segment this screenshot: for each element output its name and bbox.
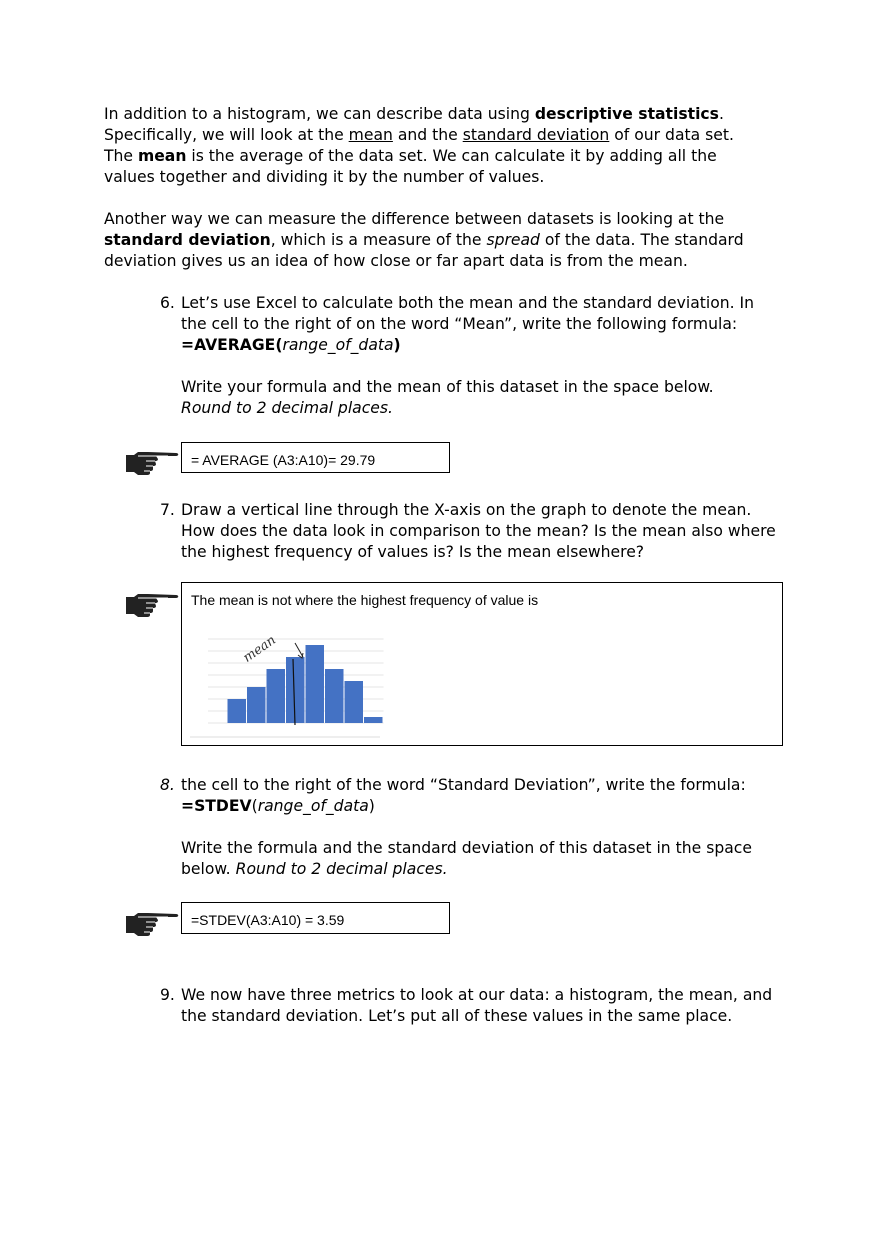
text: The — [104, 147, 138, 165]
list-item-8 — [160, 775, 780, 880]
pointing-hand-icon — [124, 908, 180, 938]
handwritten-mean-label: mean — [240, 632, 279, 666]
instruction: Round to 2 decimal places. — [235, 860, 448, 878]
underlined-term: mean — [348, 126, 393, 144]
underlined-term: standard deviation — [462, 126, 610, 144]
text: is the average of the data set. We can calculate it by adding all the values together and dividing it by the number of values. — [104, 147, 717, 186]
list-item-7 — [160, 500, 780, 563]
list-item-9 — [160, 985, 780, 1027]
text: the cell to the right of the word “Standard Deviation”, write the formula: — [181, 776, 746, 794]
histogram-bar — [247, 687, 266, 723]
pointing-hand-icon — [124, 447, 180, 477]
text: Another way we can measure the difference between datasets is looking at the — [104, 210, 725, 228]
item-number: 6. — [160, 294, 175, 312]
list-item-6 — [160, 293, 780, 419]
text: We now have three metrics to look at our data: a histogram, the mean, and the standard deviation. Let’s put all of these values in the same place. — [181, 986, 773, 1025]
answer-text: The mean is not where the highest frequency of value is — [191, 592, 539, 608]
intro-paragraph-2 — [104, 209, 764, 272]
histogram-bar — [325, 669, 344, 723]
instruction: Round to 2 decimal places. — [181, 399, 393, 417]
text: . — [718, 105, 724, 123]
formula-arg: range_of_data — [257, 797, 369, 815]
formula: ) — [393, 336, 401, 354]
histogram-bar — [228, 699, 247, 723]
histogram-bar — [267, 669, 286, 723]
text: , which is a measure of the — [270, 231, 487, 249]
answer-box-stdev[interactable] — [181, 902, 450, 934]
bold-term: standard deviation — [104, 231, 271, 249]
item-number: 7. — [160, 501, 175, 519]
formula: =STDEV — [181, 797, 252, 815]
formula: ( — [251, 797, 258, 815]
histogram-bar — [286, 657, 305, 723]
italic-term: spread — [486, 231, 540, 249]
histogram-image — [190, 623, 385, 741]
formula: =AVERAGE( — [181, 336, 283, 354]
bold-term: descriptive statistics — [534, 105, 719, 123]
item-number: 8. — [160, 776, 175, 794]
intro-paragraph-1 — [104, 104, 764, 188]
answer-box-mean-comparison[interactable] — [181, 582, 783, 746]
text: Let’s use Excel to calculate both the mean and the standard deviation. In the cell to the right of on the word “Mean”, write the following formula: — [181, 294, 755, 333]
text: Write the formula and the standard deviation of this dataset in the space below. — [181, 839, 752, 878]
item-number: 9. — [160, 986, 175, 1004]
pointing-hand-icon — [124, 589, 180, 619]
text: In addition to a histogram, we can describe data using — [104, 105, 535, 123]
bold-term: mean — [137, 147, 187, 165]
text: of our data set. — [609, 126, 734, 144]
histogram-bar — [364, 717, 383, 723]
text: of the data. The standard deviation gives us an idea of how close or far apart data is from the mean. — [104, 231, 744, 270]
text: Draw a vertical line through the X-axis on the graph to denote the mean. How does the data look in comparison to the mean? Is the mean also where the highest frequency of values is? Is the mean elsewhere? — [181, 501, 776, 561]
formula-arg: range_of_data — [282, 336, 394, 354]
text: and the — [392, 126, 463, 144]
histogram-bar — [306, 645, 325, 723]
histogram-bar — [345, 681, 364, 723]
text: Write your formula and the mean of this dataset in the space below. — [181, 378, 714, 396]
answer-text: =STDEV(A3:A10) = 3.59 — [191, 912, 345, 928]
answer-box-mean[interactable] — [181, 442, 450, 473]
text: Specifically, we will look at the — [104, 126, 349, 144]
answer-text: = AVERAGE (A3:A10)= 29.79 — [191, 452, 376, 468]
formula: ) — [368, 797, 375, 815]
